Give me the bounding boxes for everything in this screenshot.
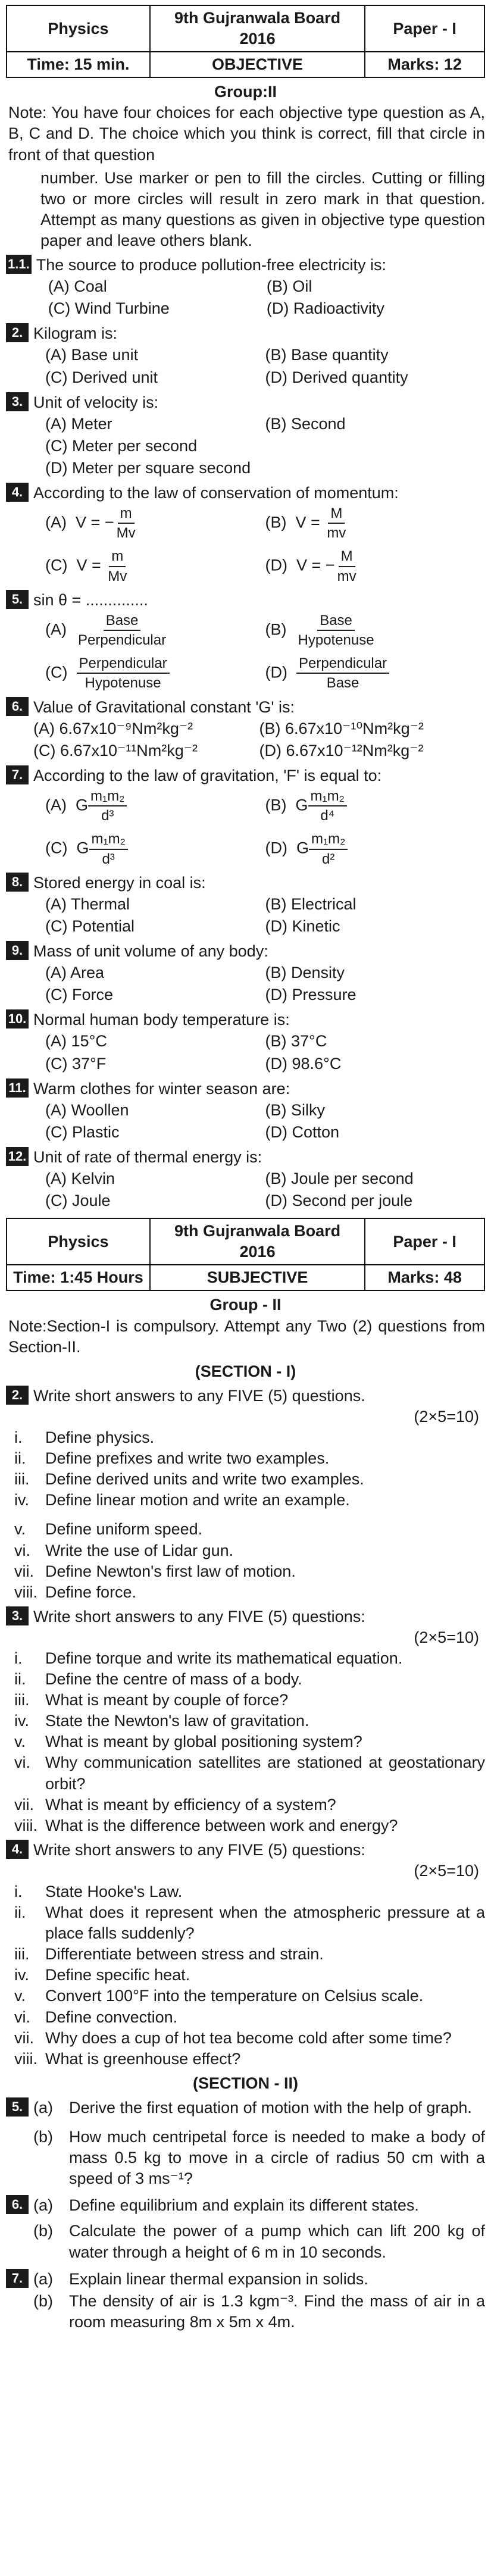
option-d: (D) 6.67x10⁻¹²Nm²kg⁻² bbox=[259, 741, 424, 759]
question-text: Normal human body temperature is: bbox=[33, 1011, 290, 1029]
subject-cell: Physics bbox=[7, 1218, 150, 1265]
question-marks: (2×5=10) bbox=[414, 1861, 479, 1880]
option-a: (A) V = − $\frac{m}{Mv}$ bbox=[45, 505, 136, 542]
question-marks: (2×5=10) bbox=[414, 1407, 479, 1425]
option-a: (A) Meter bbox=[45, 414, 112, 433]
question-text: The source to produce pollution-free electricity is: bbox=[36, 256, 386, 274]
option-a: (A) 6.67x10⁻⁹Nm²kg⁻² bbox=[33, 719, 193, 737]
option-b: (B) V = $\frac{M}{mv}$ bbox=[265, 505, 346, 542]
mcq-7 bbox=[6, 765, 485, 869]
question-text: Unit of velocity is: bbox=[33, 393, 159, 411]
question-number: 7. bbox=[6, 765, 29, 784]
list-item: ii. Define prefixes and write two examples. bbox=[14, 1449, 330, 1468]
short-question-4 bbox=[6, 1840, 485, 1861]
option-b: (B) 6.67x10⁻¹⁰Nm²kg⁻² bbox=[259, 719, 424, 737]
question-3-items bbox=[6, 1648, 485, 1836]
option-c: (C) Force bbox=[45, 986, 113, 1004]
question-text: Unit of rate of thermal energy is: bbox=[33, 1148, 262, 1166]
option-c: (C) 37°F bbox=[45, 1054, 107, 1073]
question-number: 2. bbox=[6, 1386, 29, 1405]
option-a: (A) Thermal bbox=[45, 895, 130, 913]
question-text: Mass of unit volume of any body: bbox=[33, 942, 268, 961]
option-b: (B) Electrical bbox=[265, 895, 356, 913]
option-d: (D) Second per joule bbox=[265, 1192, 413, 1210]
question-part: (a) Define equilibrium and explain its different states. bbox=[33, 2196, 419, 2215]
question-marks: (2×5=10) bbox=[414, 1628, 479, 1646]
short-question-2 bbox=[6, 1386, 485, 1406]
option-c: (C) 6.67x10⁻¹¹Nm²kg⁻² bbox=[33, 741, 198, 759]
question-number: 5. bbox=[6, 2097, 29, 2117]
question-number: 3. bbox=[6, 392, 29, 411]
question-number: 6. bbox=[6, 697, 29, 716]
option-c: (C) Joule bbox=[45, 1192, 111, 1210]
question-number: 11. bbox=[6, 1078, 29, 1098]
option-a: (A) Coal bbox=[48, 277, 107, 296]
list-item: iv. Define specific heat. bbox=[14, 1966, 190, 1984]
question-4-items bbox=[6, 1881, 485, 2069]
list-item: v. Define uniform speed. bbox=[14, 1520, 203, 1539]
list-item: i. State Hooke's Law. bbox=[14, 1883, 183, 1900]
list-item: iv. Define linear motion and write an example. bbox=[14, 1491, 350, 1509]
option-b: (B) Second bbox=[265, 414, 346, 433]
option-d: (D) Radioactivity bbox=[266, 299, 384, 318]
board-cell: 9th Gujranwala Board 2016 bbox=[150, 1218, 365, 1265]
list-item: i. Define physics. bbox=[14, 1428, 155, 1447]
question-title: Write short answers to any FIVE (5) questions. bbox=[33, 1386, 365, 1405]
option-c: (C) Meter per second bbox=[45, 436, 198, 455]
question-part: (a) Derive the first equation of motion with the help of graph. bbox=[33, 2098, 472, 2117]
section-1-title: (SECTION - I) bbox=[195, 1362, 296, 1380]
list-item: iii. Differentiate between stress and strain. bbox=[14, 1945, 324, 1964]
list-item: iii. Define derived units and write two examples. bbox=[14, 1470, 364, 1489]
option-a: (A) G $\frac{\text{m₁m₂}}{\text{d³}}$ bbox=[45, 786, 265, 826]
option-c: (C) Plastic bbox=[45, 1123, 120, 1141]
option-a: (A) Woollen bbox=[45, 1101, 129, 1119]
question-number: 2. bbox=[6, 323, 29, 342]
list-item: vi. Why communication satellites are stationed at geostationary orbit? bbox=[14, 1753, 485, 1793]
long-question-7 bbox=[6, 2269, 485, 2333]
option-b: (B) $\frac{\text{Base}}{\text{Hypotenuse}}$ bbox=[265, 612, 374, 649]
list-item: v. Convert 100°F into the temperature on Celsius scale. bbox=[14, 1987, 424, 2005]
mcq-10 bbox=[6, 1009, 485, 1074]
question-text: Warm clothes for winter season are: bbox=[33, 1079, 290, 1098]
question-text: Stored energy in coal is: bbox=[33, 873, 206, 892]
option-c: (C) Potential bbox=[45, 917, 135, 935]
option-b: (B) G $\frac{\text{m₁m₂}}{\text{d⁴}}$ bbox=[265, 786, 486, 826]
question-number: 12. bbox=[6, 1147, 29, 1166]
question-text: According to the law of gravitation, 'F' is equal to: bbox=[33, 766, 382, 784]
option-d: (D) Meter per square second bbox=[45, 458, 251, 477]
option-b: (B) Joule per second bbox=[265, 1170, 414, 1187]
list-item: i. Define torque and write its mathematical equation. bbox=[14, 1649, 403, 1667]
group-title: Group:II bbox=[214, 83, 277, 101]
section-2-title: (SECTION - II) bbox=[193, 2074, 298, 2092]
board-cell: 9th Gujranwala Board 2016 bbox=[150, 5, 365, 52]
option-b: (B) Base quantity bbox=[265, 346, 389, 364]
marks-cell: Marks: 48 bbox=[365, 1265, 484, 1290]
paper-cell: Paper - I bbox=[365, 1218, 484, 1265]
option-a: (A) Area bbox=[45, 964, 105, 982]
question-text: sin θ = .............. bbox=[33, 590, 148, 609]
objective-header bbox=[6, 5, 485, 78]
time-cell: Time: 15 min. bbox=[7, 52, 150, 77]
subjective-note: Note:Section-I is compulsory. Attempt any Two (2) questions from Section-II. bbox=[8, 1317, 485, 1356]
list-item: vi. Write the use of Lidar gun. bbox=[14, 1541, 234, 1559]
option-d: (D) V = − $\frac{M}{mv}$ bbox=[265, 548, 356, 584]
type-cell: SUBJECTIVE bbox=[150, 1265, 365, 1290]
list-item: viii. Define force. bbox=[14, 1583, 137, 1601]
short-question-3 bbox=[6, 1606, 485, 1627]
mcq-4 bbox=[6, 483, 485, 586]
option-c: (C) Derived unit bbox=[45, 368, 158, 386]
list-item: viii. What is greenhouse effect? bbox=[14, 2049, 241, 2068]
mcq-1 bbox=[6, 255, 485, 320]
list-item: vii. What is meant by efficiency of a system? bbox=[14, 1795, 336, 1814]
option-a: (A) Kelvin bbox=[45, 1170, 115, 1187]
option-d: (D) $\frac{\text{Perpendicular}}{\text{Base}}$ bbox=[265, 654, 486, 693]
list-item: vii. Why does a cup of hot tea become cold after some time? bbox=[14, 2028, 452, 2047]
list-item: v. What is meant by global positioning system? bbox=[14, 1733, 362, 1751]
option-a: (A) 15°C bbox=[45, 1032, 107, 1051]
question-2-items bbox=[6, 1427, 485, 1603]
option-d: (D) G $\frac{\text{m₁m₂}}{\text{d²}}$ bbox=[265, 829, 486, 868]
list-item: vii. Define Newton's first law of motion. bbox=[14, 1562, 296, 1580]
type-cell: OBJECTIVE bbox=[150, 52, 365, 77]
long-question-6 bbox=[6, 2195, 485, 2262]
subjective-header bbox=[6, 1218, 485, 1291]
question-number: 10. bbox=[6, 1009, 29, 1028]
question-number: 7. bbox=[6, 2269, 29, 2288]
option-c: (C) G $\frac{\text{m₁m₂}}{\text{d³}}$ bbox=[45, 829, 265, 868]
question-part: (b) The density of air is 1.3 kgm⁻³. Find the mass of air in a room measuring 8m x 5m x 4m. bbox=[33, 2291, 485, 2331]
question-part: (a) Explain linear thermal expansion in solids. bbox=[33, 2269, 368, 2288]
list-item: viii. What is the difference between work and energy? bbox=[14, 1816, 398, 1834]
question-number: 3. bbox=[6, 1606, 29, 1625]
list-item: iv. State the Newton's law of gravitation. bbox=[14, 1712, 309, 1730]
mcq-9 bbox=[6, 941, 485, 1006]
question-number: 5. bbox=[6, 590, 29, 609]
marks-cell: Marks: 12 bbox=[365, 52, 484, 77]
option-b: (B) Oil bbox=[266, 277, 312, 296]
option-b: (B) Density bbox=[265, 964, 345, 982]
option-c: (C) Wind Turbine bbox=[48, 299, 170, 318]
option-c: (C) V = $\frac{m}{Mv}$ bbox=[45, 548, 127, 584]
question-number: 4. bbox=[6, 483, 29, 502]
mcq-6 bbox=[6, 697, 485, 762]
time-cell: Time: 1:45 Hours bbox=[7, 1265, 150, 1290]
question-number: 4. bbox=[6, 1840, 29, 1859]
mcq-8 bbox=[6, 873, 485, 937]
question-text: According to the law of conservation of momentum: bbox=[33, 483, 399, 502]
question-title: Write short answers to any FIVE (5) questions: bbox=[33, 1840, 365, 1859]
objective-note: Note: You have four choices for each objective type question as A, B, C and D. The choice which you think is correct, fill that circle in front of that question bbox=[8, 104, 485, 164]
paper-cell: Paper - I bbox=[365, 5, 484, 52]
question-text: Value of Gravitational constant 'G' is: bbox=[33, 698, 295, 716]
option-d: (D) 98.6°C bbox=[265, 1054, 342, 1073]
mcq-12 bbox=[6, 1147, 485, 1212]
question-part: (b) How much centripetal force is needed to make a body of mass 0.5 kg to move in a circle of radius 50 cm with a speed of 3 ms⁻¹? bbox=[33, 2128, 485, 2188]
option-b: (B) Silky bbox=[265, 1101, 325, 1119]
question-text: Kilogram is: bbox=[33, 324, 118, 343]
list-item: vi. Define convection. bbox=[14, 2008, 178, 2026]
subject-cell: Physics bbox=[7, 5, 150, 52]
option-d: (D) Pressure bbox=[265, 986, 356, 1004]
objective-note-cont: number. Use marker or pen to fill the circles. Cutting or filling two or more circles will result in zero mark in that question. Attempt as many questions as given in objective type question paper and leave others blank. bbox=[40, 168, 485, 249]
question-number: 8. bbox=[6, 873, 29, 892]
question-title: Write short answers to any FIVE (5) questions: bbox=[33, 1607, 365, 1625]
question-part: (b) Calculate the power of a pump which can lift 200 kg of water through a height of 6 m in 10 seconds. bbox=[33, 2222, 485, 2261]
long-question-5 bbox=[6, 2097, 485, 2189]
list-item: iii. What is meant by couple of force? bbox=[14, 1691, 289, 1709]
option-a: (A) $\frac{\text{Base}}{\text{Perpendicular}}$ bbox=[45, 612, 167, 649]
question-number: 1.1. bbox=[6, 255, 32, 274]
option-d: (D) Cotton bbox=[265, 1123, 340, 1141]
mcq-5 bbox=[6, 590, 485, 693]
question-number: 9. bbox=[6, 941, 29, 960]
mcq-11 bbox=[6, 1078, 485, 1143]
option-d: (D) Kinetic bbox=[265, 917, 340, 935]
option-a: (A) Base unit bbox=[45, 346, 139, 364]
mcq-2 bbox=[6, 323, 485, 388]
question-number: 6. bbox=[6, 2195, 29, 2214]
list-item: ii. What does it represent when the atmospheric pressure at a place falls suddenly? bbox=[14, 1903, 485, 1943]
option-d: (D) Derived quantity bbox=[265, 368, 408, 386]
option-c: (C) $\frac{\text{Perpendicular}}{\text{Hypotenuse}}$ bbox=[45, 654, 265, 693]
group-title: Group - II bbox=[209, 1296, 282, 1314]
list-item: ii. Define the centre of mass of a body. bbox=[14, 1670, 302, 1689]
mcq-3 bbox=[6, 392, 485, 479]
option-b: (B) 37°C bbox=[265, 1032, 327, 1051]
